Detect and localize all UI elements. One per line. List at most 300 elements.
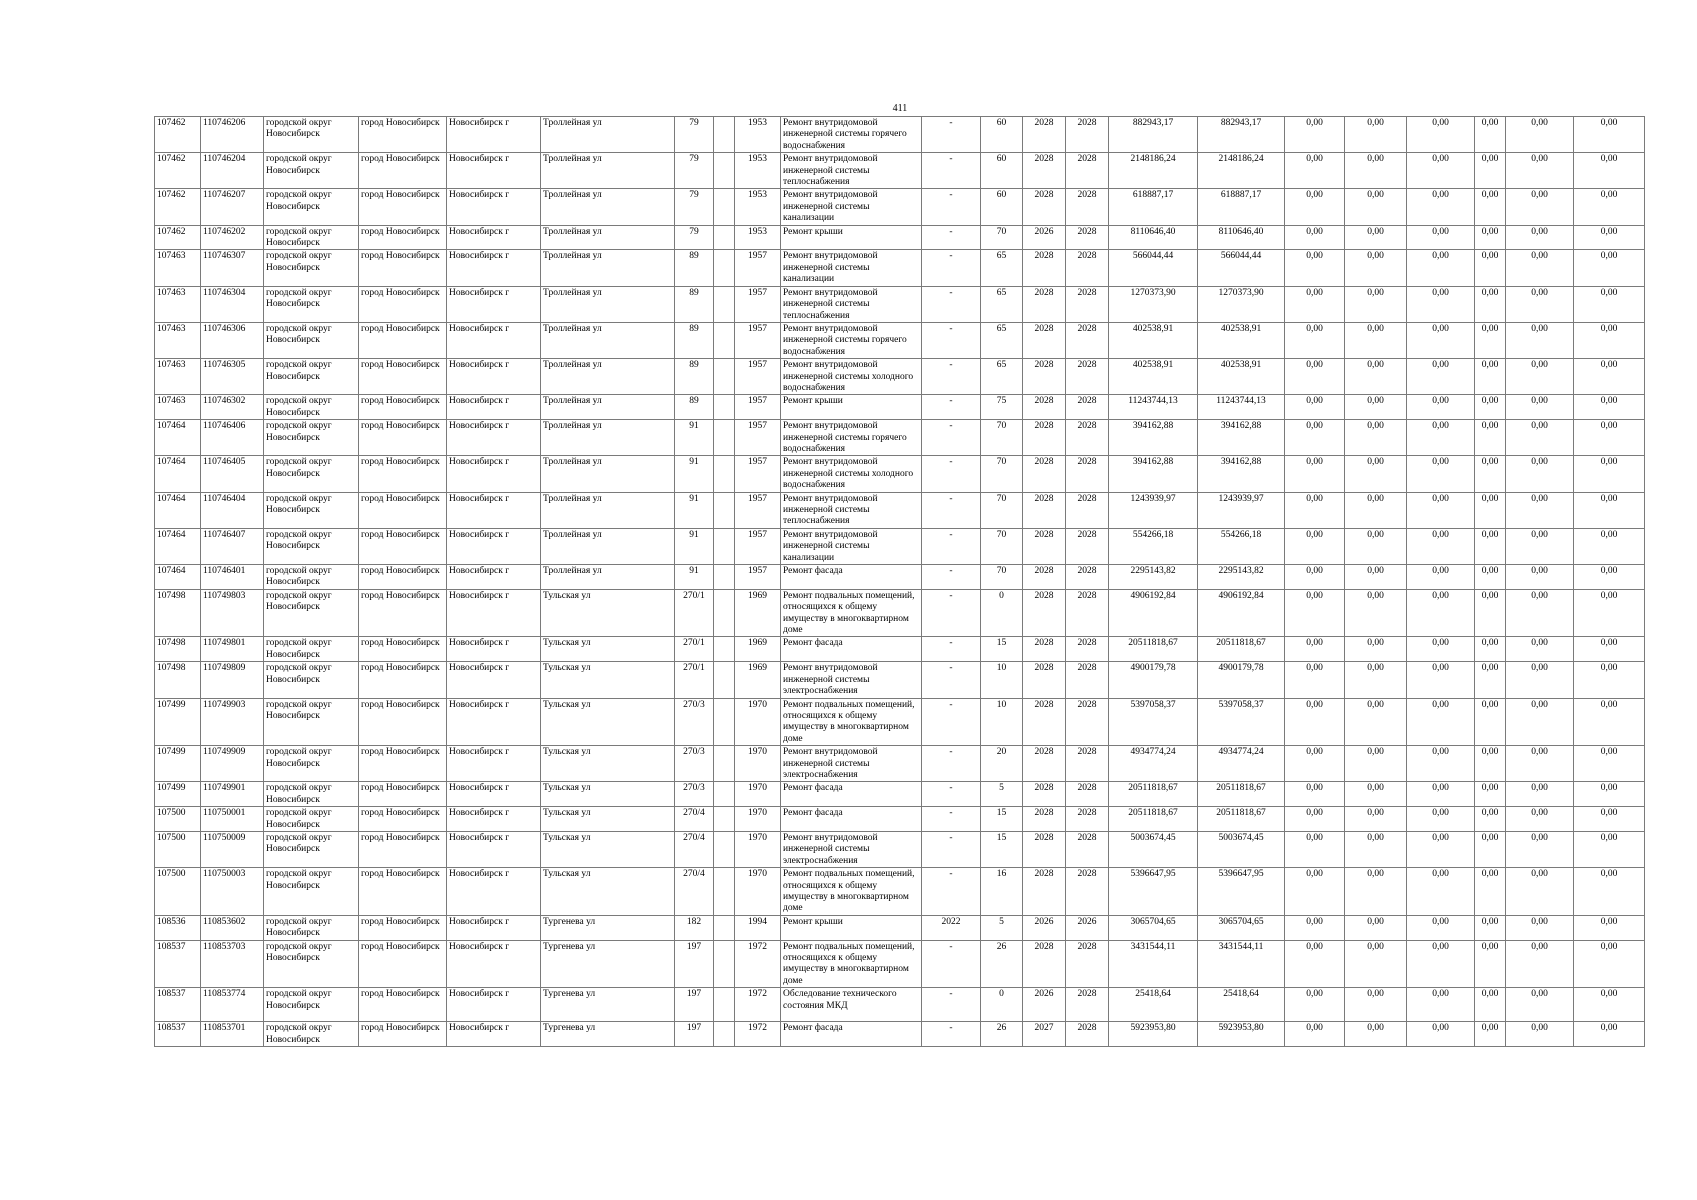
cell-cost-other: 0,00 — [1475, 286, 1506, 322]
cell-element-id: 110746304 — [201, 286, 264, 322]
cell-cost-local: 0,00 — [1407, 868, 1475, 916]
cell-work-type: Ремонт крыши — [781, 225, 922, 250]
cell-house-id: 108537 — [155, 940, 201, 988]
cell-street: Троллейная ул — [541, 565, 675, 590]
cell-wear-percent: 60 — [981, 153, 1023, 189]
cell-cost-subsidy: 0,00 — [1506, 189, 1574, 225]
cell-street: Троллейная ул — [541, 322, 675, 358]
cell-plan-year: 2028 — [1023, 250, 1066, 286]
cell-locality: Новосибирск г — [447, 420, 541, 456]
cell-element-id: 110746202 — [201, 225, 264, 250]
cell-cost-local: 0,00 — [1407, 420, 1475, 456]
table-row — [155, 915, 1645, 940]
cell-building — [714, 565, 735, 590]
cell-municipality: городской округ Новосибирск — [264, 698, 359, 746]
cell-street: Троллейная ул — [541, 359, 675, 395]
cell-total-cost: 20511818,67 — [1109, 782, 1198, 807]
cell-municipality: городской округ Новосибирск — [264, 868, 359, 916]
cell-municipality: городской округ Новосибирск — [264, 492, 359, 528]
cell-house-number: 197 — [675, 940, 714, 988]
cell-wear-percent: 5 — [981, 782, 1023, 807]
cell-house-number: 197 — [675, 988, 714, 1022]
cell-element-id: 110853701 — [201, 1022, 264, 1047]
cell-municipality: городской округ Новосибирск — [264, 807, 359, 832]
cell-wear-percent: 20 — [981, 746, 1023, 782]
cell-locality: Новосибирск г — [447, 153, 541, 189]
cell-cost-other: 0,00 — [1475, 565, 1506, 590]
cell-street: Троллейная ул — [541, 286, 675, 322]
cell-total-cost: 25418,64 — [1109, 988, 1198, 1022]
cell-municipality: городской округ Новосибирск — [264, 286, 359, 322]
cell-last-repair-year: - — [922, 565, 981, 590]
cell-deadline-year: 2028 — [1066, 153, 1109, 189]
cell-street: Тульская ул — [541, 782, 675, 807]
cell-cost-subsidy: 0,00 — [1506, 395, 1574, 420]
cell-cost-regional: 0,00 — [1345, 492, 1407, 528]
cell-work-type: Ремонт внутридомовой инженерной системы теплоснабжения — [781, 286, 922, 322]
cell-cost-owners: 5396647,95 — [1198, 868, 1285, 916]
cell-plan-year: 2028 — [1023, 359, 1066, 395]
cell-plan-year: 2028 — [1023, 940, 1066, 988]
cell-cost-owners: 20511818,67 — [1198, 782, 1285, 807]
cell-wear-percent: 15 — [981, 807, 1023, 832]
cell-settlement: город Новосибирск — [359, 662, 447, 698]
cell-locality: Новосибирск г — [447, 286, 541, 322]
cell-house-number: 270/4 — [675, 807, 714, 832]
cell-cost-regional: 0,00 — [1345, 1022, 1407, 1047]
cell-work-type: Ремонт фасада — [781, 1022, 922, 1047]
cell-cost-regional: 0,00 — [1345, 189, 1407, 225]
cell-wear-percent: 15 — [981, 831, 1023, 867]
cell-wear-percent: 70 — [981, 420, 1023, 456]
table-row — [155, 492, 1645, 528]
cell-plan-year: 2028 — [1023, 153, 1066, 189]
cell-element-id: 110749909 — [201, 746, 264, 782]
cell-plan-year: 2028 — [1023, 662, 1066, 698]
cell-street: Троллейная ул — [541, 492, 675, 528]
cell-street: Троллейная ул — [541, 456, 675, 492]
table-row — [155, 589, 1645, 637]
cell-deadline-year: 2028 — [1066, 988, 1109, 1022]
cell-cost-reserve: 0,00 — [1574, 117, 1645, 153]
cell-work-type: Ремонт подвальных помещений, относящихся к общему имуществу в многоквартирном доме — [781, 940, 922, 988]
cell-building — [714, 1022, 735, 1047]
cell-wear-percent: 70 — [981, 225, 1023, 250]
cell-cost-local: 0,00 — [1407, 782, 1475, 807]
cell-plan-year: 2028 — [1023, 746, 1066, 782]
cell-cost-local: 0,00 — [1407, 456, 1475, 492]
cell-house-id: 107462 — [155, 153, 201, 189]
cell-wear-percent: 10 — [981, 698, 1023, 746]
cell-last-repair-year: - — [922, 662, 981, 698]
cell-total-cost: 394162,88 — [1109, 456, 1198, 492]
cell-cost-reserve: 0,00 — [1574, 868, 1645, 916]
cell-cost-federal: 0,00 — [1285, 565, 1345, 590]
cell-deadline-year: 2028 — [1066, 492, 1109, 528]
cell-last-repair-year: - — [922, 456, 981, 492]
cell-wear-percent: 10 — [981, 662, 1023, 698]
cell-house-id: 107464 — [155, 565, 201, 590]
cell-cost-local: 0,00 — [1407, 359, 1475, 395]
cell-deadline-year: 2028 — [1066, 746, 1109, 782]
cell-cost-owners: 402538,91 — [1198, 322, 1285, 358]
cell-deadline-year: 2028 — [1066, 395, 1109, 420]
cell-cost-other: 0,00 — [1475, 359, 1506, 395]
cell-work-type: Ремонт крыши — [781, 395, 922, 420]
cell-work-type: Ремонт внутридомовой инженерной системы канализации — [781, 250, 922, 286]
cell-element-id: 110746302 — [201, 395, 264, 420]
cell-house-id: 107498 — [155, 637, 201, 662]
cell-wear-percent: 65 — [981, 359, 1023, 395]
cell-house-number: 79 — [675, 225, 714, 250]
cell-house-id: 107462 — [155, 117, 201, 153]
cell-wear-percent: 70 — [981, 492, 1023, 528]
cell-cost-regional: 0,00 — [1345, 698, 1407, 746]
cell-cost-federal: 0,00 — [1285, 831, 1345, 867]
cell-settlement: город Новосибирск — [359, 456, 447, 492]
cell-cost-reserve: 0,00 — [1574, 492, 1645, 528]
cell-municipality: городской округ Новосибирск — [264, 117, 359, 153]
cell-plan-year: 2028 — [1023, 456, 1066, 492]
cell-municipality: городской округ Новосибирск — [264, 746, 359, 782]
cell-building — [714, 189, 735, 225]
cell-total-cost: 5396647,95 — [1109, 868, 1198, 916]
cell-work-type: Ремонт внутридомовой инженерной системы канализации — [781, 189, 922, 225]
cell-cost-owners: 20511818,67 — [1198, 807, 1285, 832]
cell-street: Троллейная ул — [541, 395, 675, 420]
cell-element-id: 110746204 — [201, 153, 264, 189]
cell-element-id: 110749901 — [201, 782, 264, 807]
cell-total-cost: 3065704,65 — [1109, 915, 1198, 940]
cell-house-id: 107498 — [155, 662, 201, 698]
cell-municipality: городской округ Новосибирск — [264, 250, 359, 286]
cell-deadline-year: 2028 — [1066, 117, 1109, 153]
cell-cost-owners: 394162,88 — [1198, 420, 1285, 456]
cell-locality: Новосибирск г — [447, 637, 541, 662]
cell-element-id: 110749803 — [201, 589, 264, 637]
cell-building — [714, 940, 735, 988]
cell-cost-federal: 0,00 — [1285, 250, 1345, 286]
cell-cost-owners: 20511818,67 — [1198, 637, 1285, 662]
cell-last-repair-year: 2022 — [922, 915, 981, 940]
cell-cost-owners: 554266,18 — [1198, 528, 1285, 564]
cell-cost-other: 0,00 — [1475, 395, 1506, 420]
table-row — [155, 225, 1645, 250]
cell-cost-subsidy: 0,00 — [1506, 456, 1574, 492]
cell-locality: Новосибирск г — [447, 698, 541, 746]
cell-deadline-year: 2028 — [1066, 637, 1109, 662]
cell-house-id: 107464 — [155, 528, 201, 564]
cell-cost-regional: 0,00 — [1345, 528, 1407, 564]
cell-house-id: 107462 — [155, 225, 201, 250]
cell-cost-other: 0,00 — [1475, 589, 1506, 637]
cell-element-id: 110746401 — [201, 565, 264, 590]
cell-total-cost: 11243744,13 — [1109, 395, 1198, 420]
table-row — [155, 189, 1645, 225]
cell-settlement: город Новосибирск — [359, 153, 447, 189]
cell-settlement: город Новосибирск — [359, 189, 447, 225]
cell-cost-regional: 0,00 — [1345, 807, 1407, 832]
cell-street: Тульская ул — [541, 662, 675, 698]
cell-cost-subsidy: 0,00 — [1506, 746, 1574, 782]
cell-street: Тургенева ул — [541, 988, 675, 1022]
cell-cost-federal: 0,00 — [1285, 807, 1345, 832]
table-row — [155, 117, 1645, 153]
cell-cost-federal: 0,00 — [1285, 940, 1345, 988]
cell-deadline-year: 2028 — [1066, 807, 1109, 832]
cell-element-id: 110746206 — [201, 117, 264, 153]
cell-cost-regional: 0,00 — [1345, 225, 1407, 250]
cell-deadline-year: 2028 — [1066, 868, 1109, 916]
cell-plan-year: 2026 — [1023, 225, 1066, 250]
cell-work-type: Обследование технического состояния МКД — [781, 988, 922, 1022]
cell-building — [714, 456, 735, 492]
page-number: 411 — [892, 103, 908, 114]
cell-cost-regional: 0,00 — [1345, 153, 1407, 189]
cell-last-repair-year: - — [922, 286, 981, 322]
cell-cost-other: 0,00 — [1475, 782, 1506, 807]
cell-cost-owners: 25418,64 — [1198, 988, 1285, 1022]
cell-settlement: город Новосибирск — [359, 637, 447, 662]
cell-building — [714, 807, 735, 832]
cell-wear-percent: 26 — [981, 940, 1023, 988]
cell-cost-reserve: 0,00 — [1574, 250, 1645, 286]
cell-element-id: 110749903 — [201, 698, 264, 746]
table-row — [155, 250, 1645, 286]
cell-building — [714, 662, 735, 698]
cell-wear-percent: 15 — [981, 637, 1023, 662]
repair-registry-table — [154, 116, 1645, 1047]
cell-cost-other: 0,00 — [1475, 698, 1506, 746]
cell-street: Тульская ул — [541, 807, 675, 832]
cell-cost-federal: 0,00 — [1285, 915, 1345, 940]
cell-cost-subsidy: 0,00 — [1506, 565, 1574, 590]
cell-house-id: 107462 — [155, 189, 201, 225]
cell-deadline-year: 2028 — [1066, 359, 1109, 395]
cell-cost-local: 0,00 — [1407, 698, 1475, 746]
cell-total-cost: 402538,91 — [1109, 359, 1198, 395]
cell-element-id: 110853703 — [201, 940, 264, 988]
cell-plan-year: 2028 — [1023, 807, 1066, 832]
cell-cost-owners: 8110646,40 — [1198, 225, 1285, 250]
cell-settlement: город Новосибирск — [359, 988, 447, 1022]
cell-cost-federal: 0,00 — [1285, 359, 1345, 395]
cell-cost-subsidy: 0,00 — [1506, 359, 1574, 395]
cell-building — [714, 782, 735, 807]
cell-element-id: 110746305 — [201, 359, 264, 395]
cell-municipality: городской округ Новосибирск — [264, 831, 359, 867]
cell-deadline-year: 2028 — [1066, 565, 1109, 590]
cell-wear-percent: 0 — [981, 988, 1023, 1022]
cell-municipality: городской округ Новосибирск — [264, 153, 359, 189]
cell-deadline-year: 2028 — [1066, 1022, 1109, 1047]
cell-work-type: Ремонт внутридомовой инженерной системы теплоснабжения — [781, 492, 922, 528]
cell-house-id: 107463 — [155, 286, 201, 322]
cell-cost-local: 0,00 — [1407, 286, 1475, 322]
cell-year-built: 1994 — [735, 915, 781, 940]
table-row — [155, 322, 1645, 358]
cell-settlement: город Новосибирск — [359, 589, 447, 637]
cell-cost-other: 0,00 — [1475, 807, 1506, 832]
cell-element-id: 110749801 — [201, 637, 264, 662]
cell-house-number: 91 — [675, 565, 714, 590]
cell-year-built: 1957 — [735, 492, 781, 528]
cell-cost-subsidy: 0,00 — [1506, 322, 1574, 358]
cell-deadline-year: 2028 — [1066, 528, 1109, 564]
cell-cost-reserve: 0,00 — [1574, 395, 1645, 420]
cell-cost-reserve: 0,00 — [1574, 988, 1645, 1022]
cell-cost-subsidy: 0,00 — [1506, 940, 1574, 988]
cell-plan-year: 2026 — [1023, 915, 1066, 940]
cell-total-cost: 1270373,90 — [1109, 286, 1198, 322]
cell-cost-federal: 0,00 — [1285, 528, 1345, 564]
cell-cost-subsidy: 0,00 — [1506, 915, 1574, 940]
cell-plan-year: 2028 — [1023, 322, 1066, 358]
cell-cost-reserve: 0,00 — [1574, 698, 1645, 746]
cell-cost-other: 0,00 — [1475, 456, 1506, 492]
cell-deadline-year: 2026 — [1066, 915, 1109, 940]
cell-total-cost: 394162,88 — [1109, 420, 1198, 456]
table-row — [155, 1022, 1645, 1047]
cell-locality: Новосибирск г — [447, 1022, 541, 1047]
cell-building — [714, 637, 735, 662]
cell-house-id: 108537 — [155, 988, 201, 1022]
cell-house-id: 107498 — [155, 589, 201, 637]
cell-street: Тургенева ул — [541, 940, 675, 988]
cell-cost-regional: 0,00 — [1345, 286, 1407, 322]
cell-settlement: город Новосибирск — [359, 1022, 447, 1047]
cell-cost-owners: 4900179,78 — [1198, 662, 1285, 698]
cell-cost-local: 0,00 — [1407, 746, 1475, 782]
cell-cost-other: 0,00 — [1475, 831, 1506, 867]
cell-cost-local: 0,00 — [1407, 322, 1475, 358]
cell-cost-owners: 4934774,24 — [1198, 746, 1285, 782]
cell-municipality: городской округ Новосибирск — [264, 225, 359, 250]
table-body — [155, 117, 1645, 1047]
cell-house-number: 270/1 — [675, 662, 714, 698]
cell-locality: Новосибирск г — [447, 395, 541, 420]
cell-wear-percent: 16 — [981, 868, 1023, 916]
cell-settlement: город Новосибирск — [359, 117, 447, 153]
cell-house-number: 89 — [675, 250, 714, 286]
cell-total-cost: 2295143,82 — [1109, 565, 1198, 590]
cell-street: Троллейная ул — [541, 250, 675, 286]
cell-building — [714, 250, 735, 286]
cell-last-repair-year: - — [922, 420, 981, 456]
cell-house-number: 270/4 — [675, 868, 714, 916]
cell-settlement: город Новосибирск — [359, 322, 447, 358]
cell-total-cost: 4900179,78 — [1109, 662, 1198, 698]
cell-year-built: 1957 — [735, 322, 781, 358]
cell-cost-reserve: 0,00 — [1574, 746, 1645, 782]
cell-plan-year: 2028 — [1023, 565, 1066, 590]
cell-municipality: городской округ Новосибирск — [264, 395, 359, 420]
table-row — [155, 807, 1645, 832]
cell-cost-other: 0,00 — [1475, 225, 1506, 250]
cell-work-type: Ремонт фасада — [781, 637, 922, 662]
cell-house-number: 270/1 — [675, 637, 714, 662]
cell-total-cost: 20511818,67 — [1109, 637, 1198, 662]
cell-house-number: 89 — [675, 395, 714, 420]
cell-plan-year: 2028 — [1023, 492, 1066, 528]
cell-last-repair-year: - — [922, 746, 981, 782]
cell-cost-federal: 0,00 — [1285, 589, 1345, 637]
cell-last-repair-year: - — [922, 492, 981, 528]
cell-municipality: городской округ Новосибирск — [264, 322, 359, 358]
cell-house-number: 270/3 — [675, 698, 714, 746]
cell-locality: Новосибирск г — [447, 322, 541, 358]
cell-cost-subsidy: 0,00 — [1506, 117, 1574, 153]
cell-house-number: 89 — [675, 359, 714, 395]
table-row — [155, 782, 1645, 807]
cell-street: Троллейная ул — [541, 528, 675, 564]
cell-cost-owners: 402538,91 — [1198, 359, 1285, 395]
cell-last-repair-year: - — [922, 782, 981, 807]
cell-municipality: городской округ Новосибирск — [264, 420, 359, 456]
cell-municipality: городской округ Новосибирск — [264, 1022, 359, 1047]
cell-cost-federal: 0,00 — [1285, 322, 1345, 358]
cell-year-built: 1953 — [735, 153, 781, 189]
table-row — [155, 456, 1645, 492]
cell-street: Тульская ул — [541, 698, 675, 746]
cell-deadline-year: 2028 — [1066, 322, 1109, 358]
cell-deadline-year: 2028 — [1066, 589, 1109, 637]
cell-last-repair-year: - — [922, 831, 981, 867]
cell-year-built: 1972 — [735, 988, 781, 1022]
cell-municipality: городской округ Новосибирск — [264, 359, 359, 395]
cell-cost-reserve: 0,00 — [1574, 915, 1645, 940]
cell-municipality: городской округ Новосибирск — [264, 637, 359, 662]
cell-last-repair-year: - — [922, 322, 981, 358]
cell-cost-federal: 0,00 — [1285, 492, 1345, 528]
cell-wear-percent: 26 — [981, 1022, 1023, 1047]
cell-cost-other: 0,00 — [1475, 189, 1506, 225]
cell-year-built: 1957 — [735, 456, 781, 492]
cell-last-repair-year: - — [922, 698, 981, 746]
cell-settlement: город Новосибирск — [359, 782, 447, 807]
cell-cost-other: 0,00 — [1475, 988, 1506, 1022]
cell-cost-federal: 0,00 — [1285, 225, 1345, 250]
cell-cost-owners: 394162,88 — [1198, 456, 1285, 492]
cell-settlement: город Новосибирск — [359, 250, 447, 286]
cell-building — [714, 868, 735, 916]
cell-work-type: Ремонт фасада — [781, 565, 922, 590]
cell-element-id: 110746406 — [201, 420, 264, 456]
table-row — [155, 746, 1645, 782]
cell-year-built: 1957 — [735, 565, 781, 590]
cell-total-cost: 882943,17 — [1109, 117, 1198, 153]
cell-work-type: Ремонт внутридомовой инженерной системы электроснабжения — [781, 662, 922, 698]
cell-cost-reserve: 0,00 — [1574, 286, 1645, 322]
cell-plan-year: 2028 — [1023, 286, 1066, 322]
cell-building — [714, 359, 735, 395]
cell-house-number: 182 — [675, 915, 714, 940]
cell-deadline-year: 2028 — [1066, 286, 1109, 322]
cell-cost-regional: 0,00 — [1345, 831, 1407, 867]
cell-cost-federal: 0,00 — [1285, 746, 1345, 782]
table-row — [155, 940, 1645, 988]
cell-cost-local: 0,00 — [1407, 528, 1475, 564]
cell-total-cost: 20511818,67 — [1109, 807, 1198, 832]
cell-cost-owners: 5923953,80 — [1198, 1022, 1285, 1047]
cell-municipality: городской округ Новосибирск — [264, 915, 359, 940]
cell-last-repair-year: - — [922, 637, 981, 662]
table-row — [155, 528, 1645, 564]
cell-house-id: 107499 — [155, 746, 201, 782]
cell-cost-federal: 0,00 — [1285, 456, 1345, 492]
cell-settlement: город Новосибирск — [359, 565, 447, 590]
cell-total-cost: 554266,18 — [1109, 528, 1198, 564]
